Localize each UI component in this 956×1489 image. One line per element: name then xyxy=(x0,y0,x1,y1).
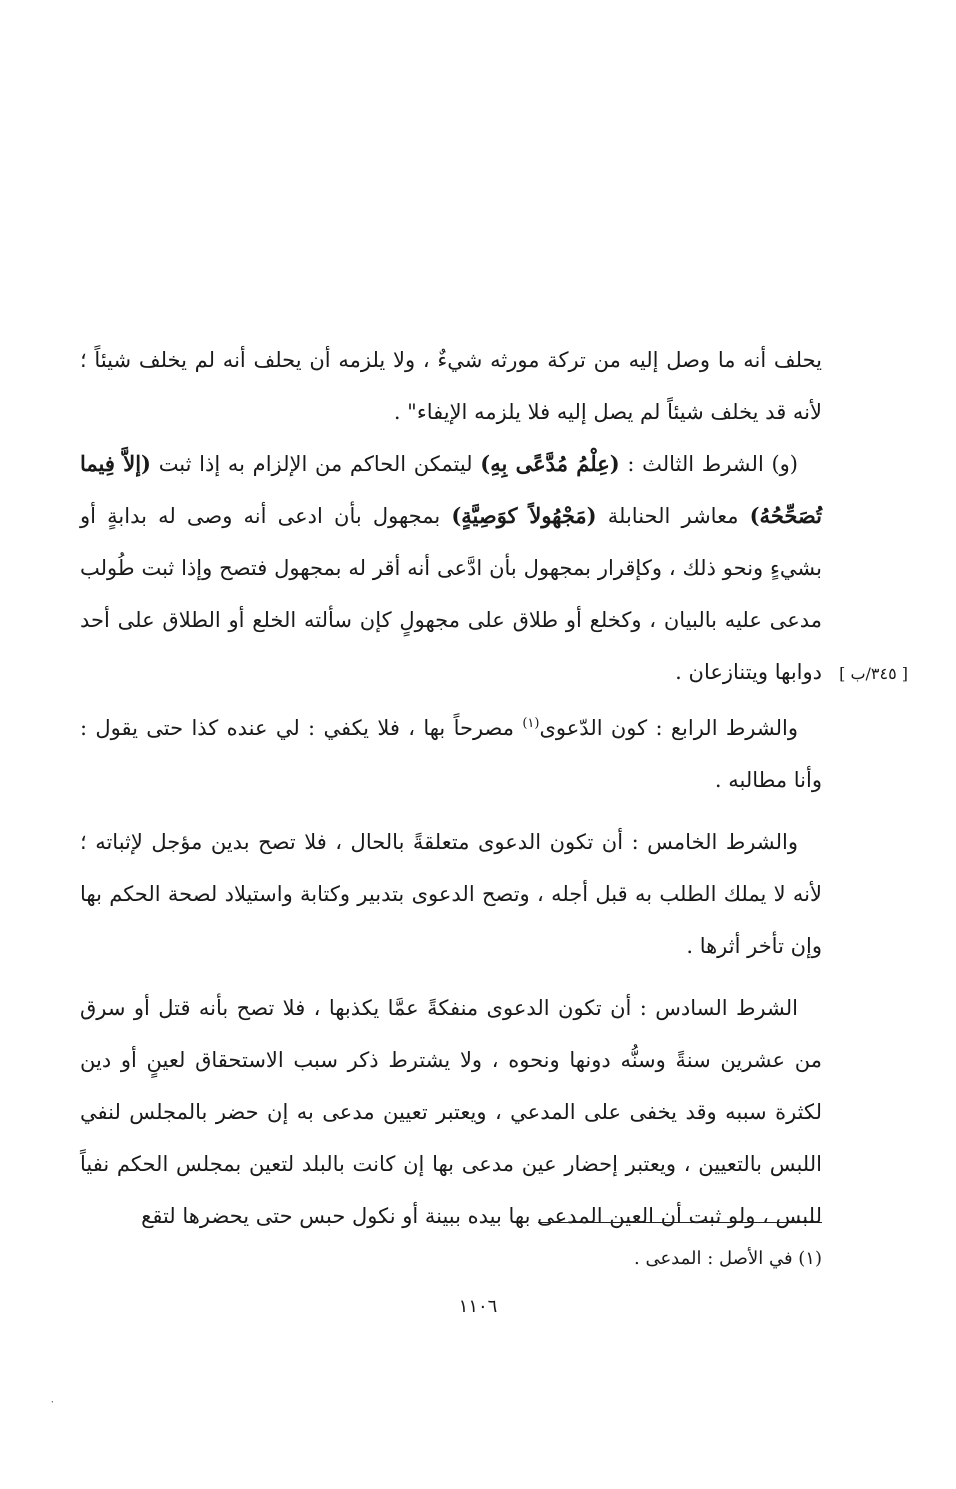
matn-phrase-2: (إلاَّ فِيما تُصَحِّحُهُ) xyxy=(80,451,822,528)
manuscript-folio-note: [ ٣٤٥/ب ] xyxy=(839,664,908,683)
commentary-2: معاشر الحنابلة xyxy=(596,504,750,528)
paragraph-1: يحلف أنه ما وصل إليه من تركة مورثه شيءٌ ، ولا يلزمه أن يحلف أنه لم يخلف شيئاً ؛ لأنه قد يخلف شيئاً لم يصل إليه فلا يلزمه الإيفاء" . xyxy=(80,348,822,424)
footnote-separator xyxy=(538,1222,822,1223)
paragraph-5: الشرط السادس : أن تكون الدعوى منفكةً عمَّا يكذبها ، فلا تصح بأنه قتل أو سرق من عشرين سنةً وسنُّه دونها ونحوه ، ولا يشترط ذكر سبب الاستحقاق لعينٍ أو دين لكثرة سببه وقد يخفى على المدعي ، ويعتبر تعيين مدعى به إن حضر بالمجلس لنفي اللبس بالتعيين ، ويعتبر إحضار عين مدعى بها إن كانت بالبلد لتعين بمجلس الحكم نفياً للبس ، ولو ثبت أن العين المدعى بها بيده ببينة أو نكول حبس حتى يحضرها لتقع xyxy=(80,996,822,1228)
paragraph-3 xyxy=(80,698,822,806)
paragraph-4: والشرط الخامس : أن تكون الدعوى متعلقةً بالحال ، فلا تصح بدين مؤجل لإثباته ؛ لأنه لا يملك الطلب به قبل أجله ، وتصح الدعوى بتدبير وكتابة واستيلاد لصحة الحكم بها وإن تأخر أثرها . xyxy=(80,830,822,958)
footnote-marker: (١) xyxy=(522,716,540,731)
matn-phrase-3: (مَجْهُولاً كوَصِيَّةٍ) xyxy=(451,503,597,528)
commentary-1: ليتمكن الحاكم من الإلزام به إذا ثبت xyxy=(151,452,481,476)
commentary-3: بمجهول بأن ادعى أنه وصى له بدابةٍ أو بشيءٍ ونحو ذلك ، وكإقرار بمجهول بأن ادَّعى أنه أقر له بمجهول فتصح وإذا ثبت طُولب مدعى عليه بالبيان ، وكخلع أو طلاق على مجهولٍ كإن سألته الخلع أو الطلاق على أحد دوابها ويتنازعان . xyxy=(80,504,822,684)
paragraph-2 xyxy=(80,438,822,698)
condition-3-intro: (و) الشرط الثالث : xyxy=(619,452,798,476)
matn-phrase-1: (عِلْمُ مُدَّعًى بِهِ) xyxy=(480,451,620,476)
main-text xyxy=(80,334,822,1242)
footnote: (١) في الأصل : المدعى . xyxy=(634,1248,822,1269)
condition-4-rest: مصرحاً بها ، فلا يكفي : لي عنده كذا حتى يقول : وأنا مطالبه . xyxy=(80,716,822,792)
condition-4-text: والشرط الرابع : كون الدّعوى xyxy=(539,716,798,740)
page-number: ١١٠٦ xyxy=(458,1296,498,1317)
